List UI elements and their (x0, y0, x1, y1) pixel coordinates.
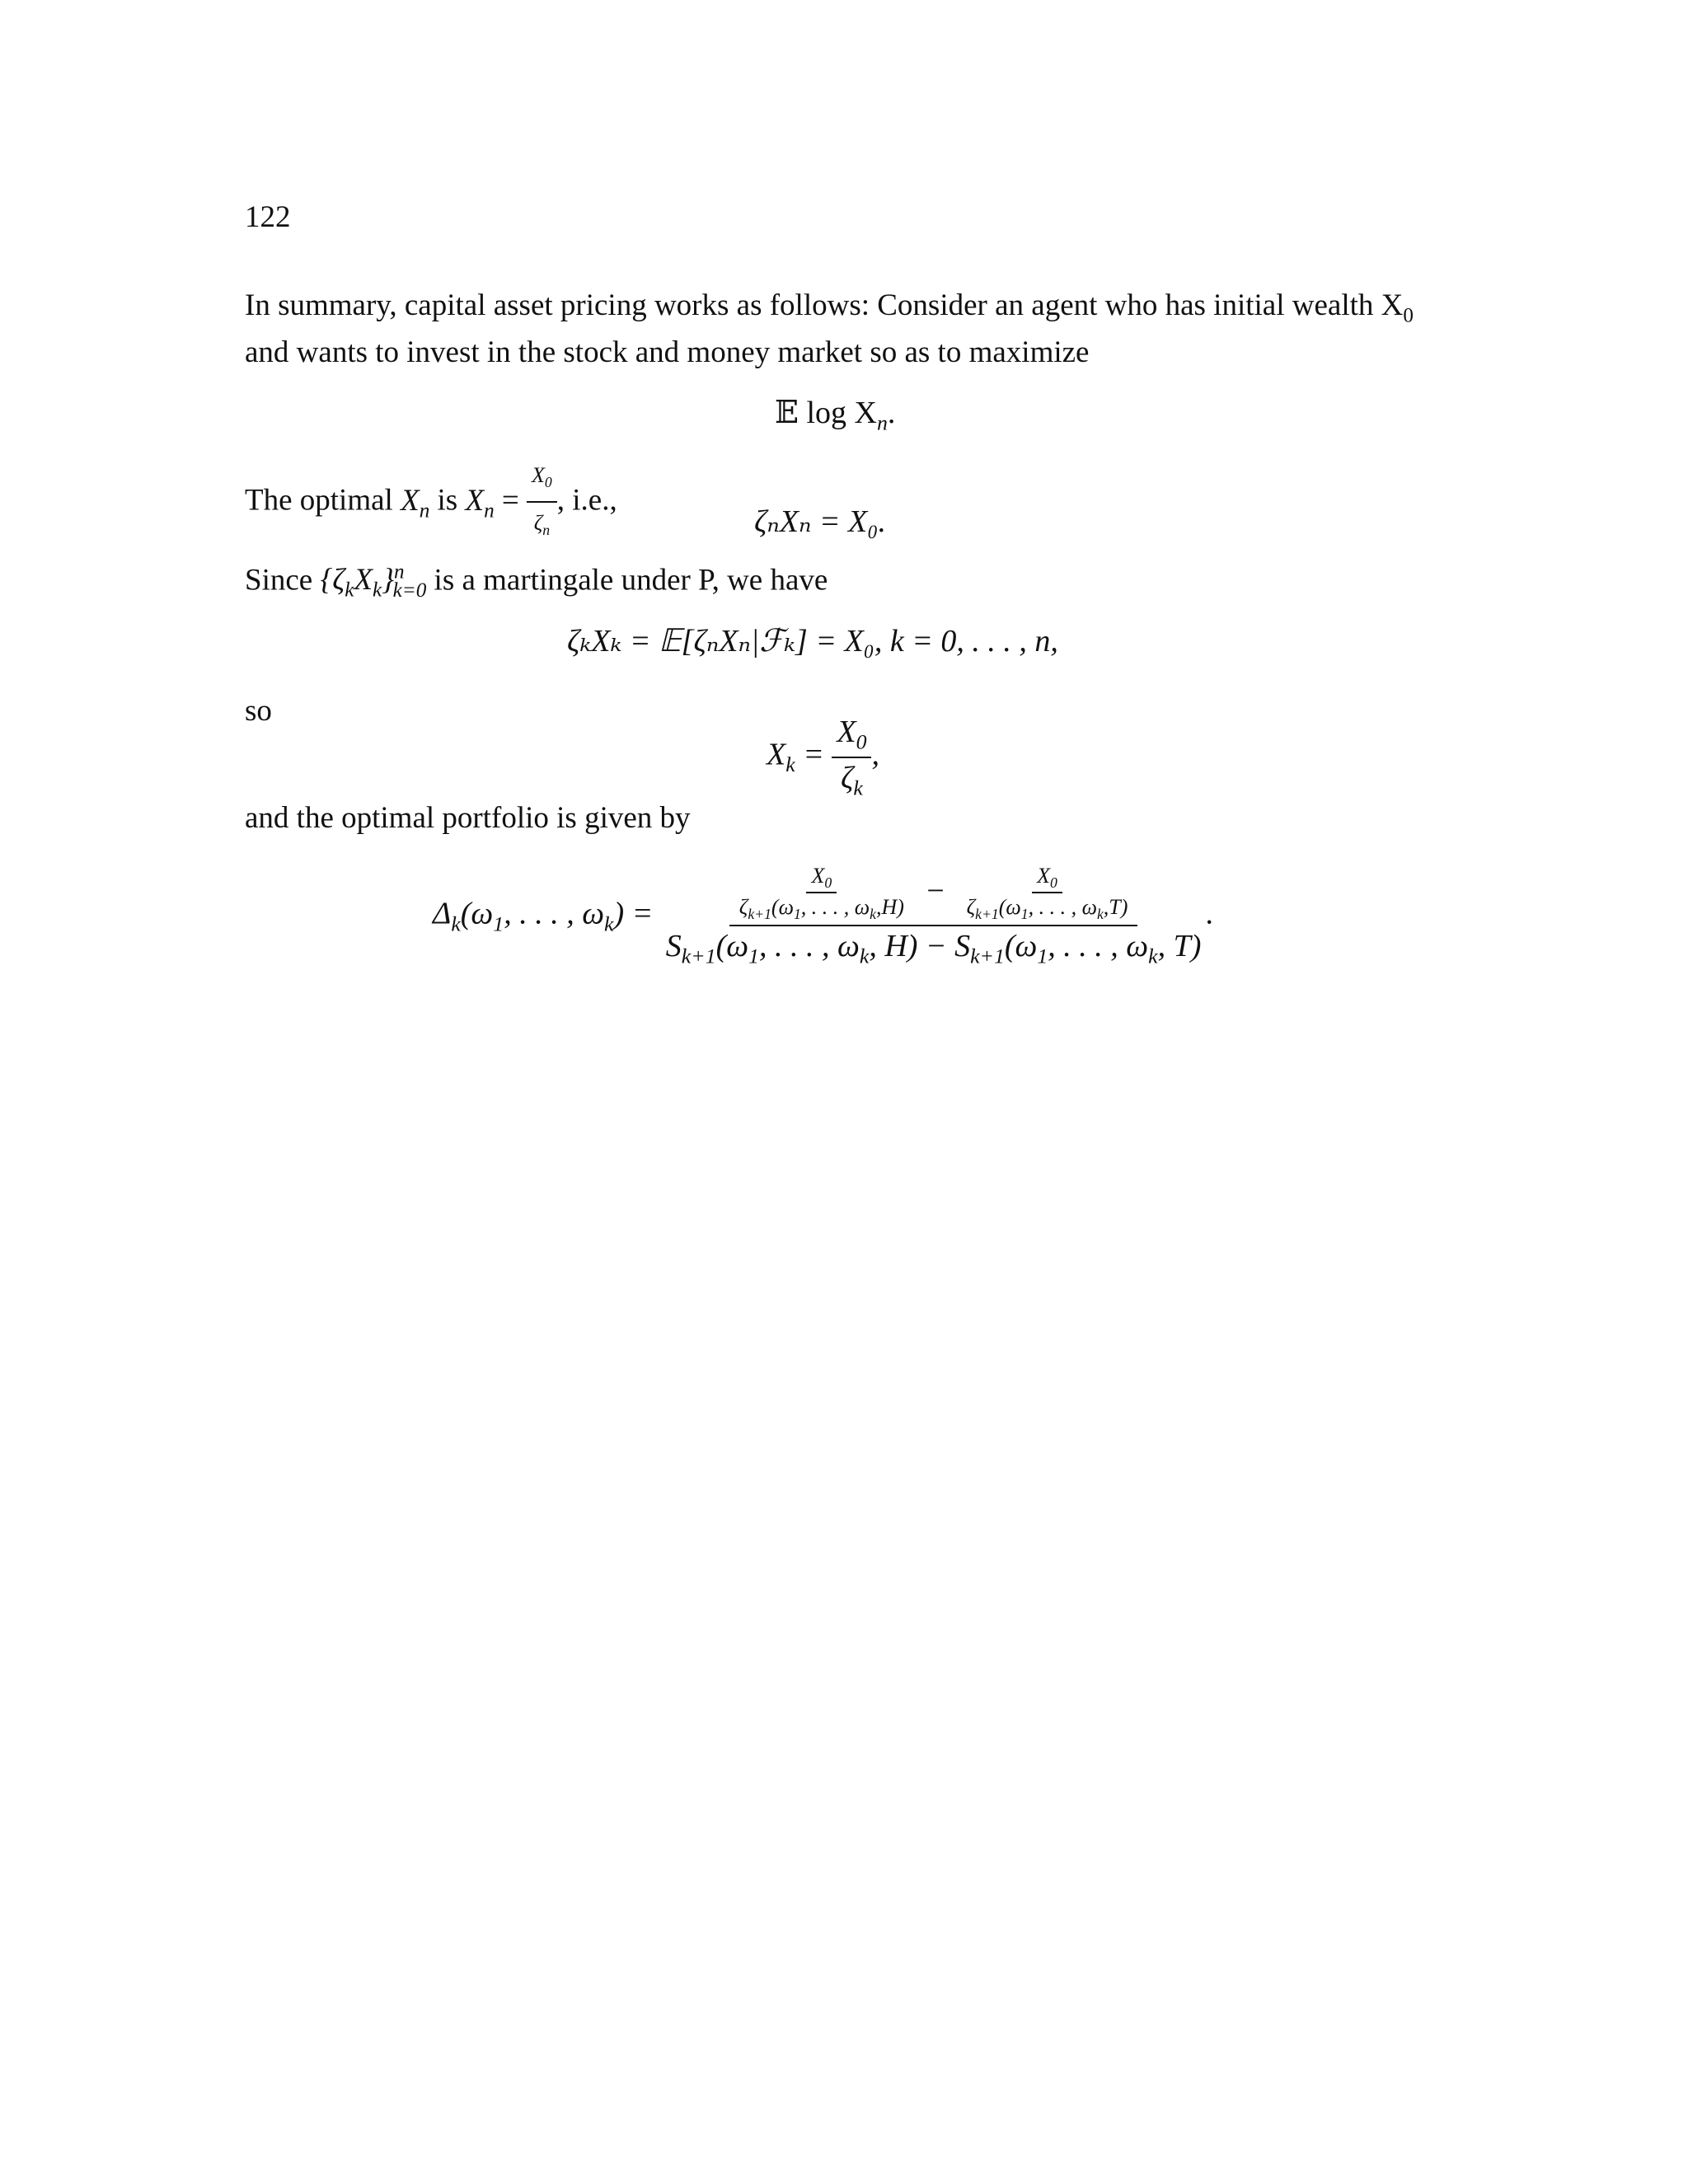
equation-expected-log: 𝔼 $\log X_n$. (775, 396, 896, 435)
equation-delta-portfolio: $\Delta_k(\omega_1$, . . . , $\omega_k$) = $\frac{X_0}{\zeta_{k+1}(\omega_1, . . . , \omega_k,H)}$ − $\frac{X_0}{\zeta_{k+1}(\omega_1, . . . , \omega_k,T)}$ $S_{k+1}(\omega_1$, . . . , $\omega_k$, $H) - S_{k+1}(\omega_1$, . . . , $\omega_k$, T) . (433, 864, 1214, 968)
paragraph-martingale: Since $\{\zeta_kX_k\}^n_{k=0}$ is a martingale under P, we have (245, 561, 828, 602)
page-number: 122 (245, 200, 291, 234)
paragraph-optimal: The optimal $X_n$ is $X_n$ = $\frac{X_0}{\zeta_n}$ , i.e., (245, 457, 1448, 549)
fraction-delta: $\frac{X_0}{\zeta_{k+1}(\omega_1, . . . , \omega_k,H)}$ − $\frac{X_0}{\zeta_{k+1}(\omega_1, . . . , \omega_k,T)}$ $S_{k+1}(\omega_1$, . . . , $\omega_k$, $H) - S_{k+1}(\omega_1$, . . . , $\omega_k$, T) (665, 864, 1202, 968)
paragraph-line-2: and wants to invest in the stock and money market so as to maximize (245, 335, 1090, 370)
paragraph-portfolio: and the optimal portfolio is given by (245, 801, 691, 835)
equation-conditional-expectation: ζₖXₖ = 𝔼[ζₙXₙ|ℱₖ] = X₀, k = 0, . . . , n, (567, 624, 1058, 658)
equation-x-k: $X_k$ = $\frac{X_0}{\zeta_k}$ , (767, 715, 879, 800)
fraction-upper-h: $\frac{X_0}{\zeta_{k+1}(\omega_1, . . . , \omega_k,H)}$ (738, 864, 904, 923)
equation-zeta-x: ζₙXₙ = X₀. (754, 504, 886, 539)
paragraph-summary (245, 287, 1448, 371)
paragraph-so: so (245, 694, 272, 728)
fraction-upper-t: $\frac{X_0}{\zeta_{k+1}(\omega_1, . . . , \omega_k,T)}$ (966, 864, 1128, 923)
fraction-x0-zetak: $\frac{X_0}{\zeta_k}$ (832, 714, 871, 800)
paragraph-line-1: In summary, capital asset pricing works as follows: Consider an agent who has initial wealth $X_0$ (245, 288, 1414, 327)
inline-fraction: $\frac{X_0}{\zeta_n}$ (527, 457, 557, 549)
